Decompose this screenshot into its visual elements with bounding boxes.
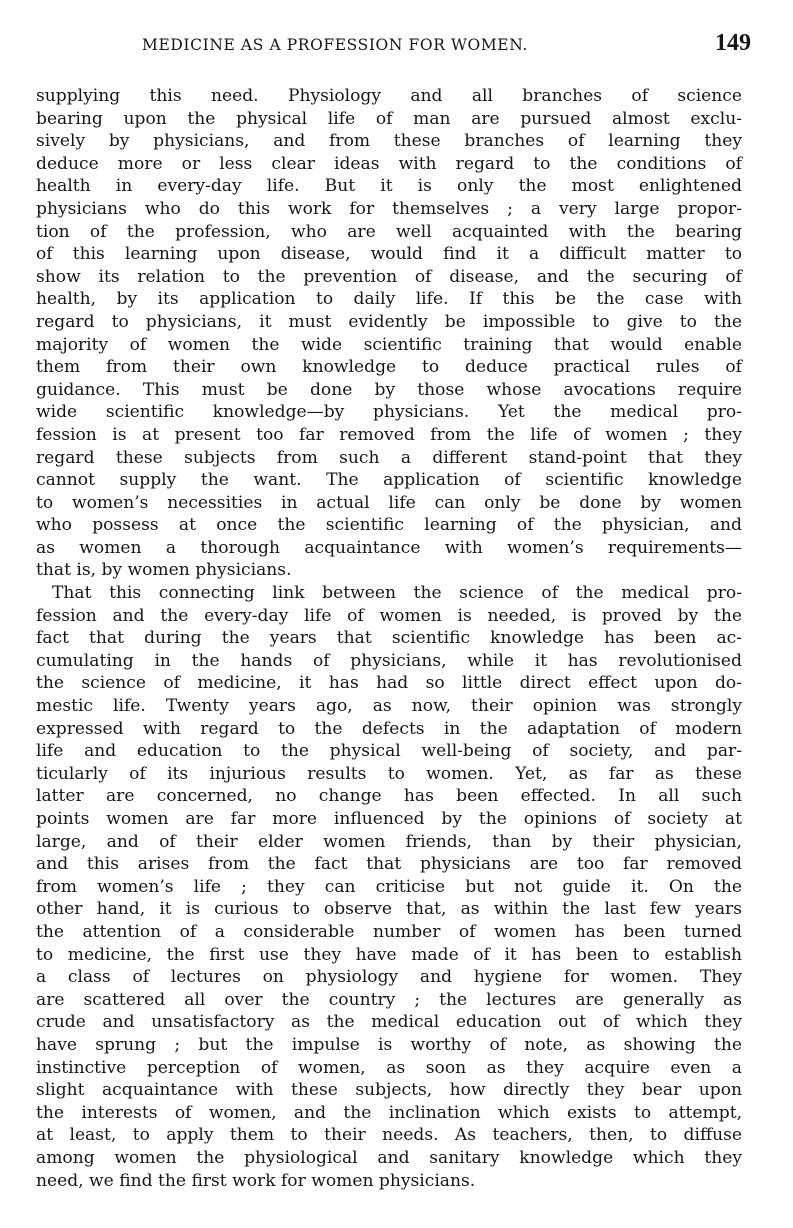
text-line: crude and unsatisfactory as the medical education out of which they [36, 1012, 742, 1033]
text-line: a class of lectures on physiology and hygiene for women. They [36, 967, 742, 988]
text-line: ticularly of its injurious results to women. Yet, as far as these [36, 763, 742, 784]
text-line: them from their own knowledge to deduce practical rules of [36, 357, 742, 378]
text-line: the science of medicine, it has had so little direct effect upon do- [36, 673, 742, 694]
text-line: as women a thorough acquaintance with women’s requirements— [36, 537, 742, 558]
text-line: slight acquaintance with these subjects, how directly they bear upon [36, 1080, 742, 1101]
text-line: wide scientific knowledge—by physicians. Yet the medical pro- [36, 402, 742, 423]
text-line: latter are concerned, no change has been effected. In all such [36, 786, 742, 807]
text-line: and this arises from the fact that physicians are too far removed [36, 854, 742, 875]
text-line: bearing upon the physical life of man are pursued almost exclu- [36, 108, 742, 129]
text-line: are scattered all over the country ; the lectures are generally as [36, 989, 742, 1010]
text-line: points women are far more influenced by the opinions of society at [36, 809, 742, 829]
text-line: from women’s life ; they can criticise but not guide it. On the [36, 876, 742, 897]
text-line: regard these subjects from such a different stand-point that they [36, 447, 742, 468]
text-line: instinctive perception of women, as soon as they acquire even a [36, 1057, 742, 1078]
text-line: regard to physicians, it must evidently be impossible to give to the [36, 311, 742, 332]
text-line: among women the physiological and sanitary knowledge which they [36, 1147, 742, 1168]
page-header [36, 30, 751, 60]
text-line: the attention of a considerable number of women has been turned [36, 921, 742, 942]
text-line: deduce more or less clear ideas with regard to the conditions of [36, 153, 742, 174]
text-line: the interests of women, and the inclination which exists to attempt, [36, 1102, 742, 1123]
text-line: majority of women the wide scientific training that would enable [36, 334, 742, 355]
paragraph-end-line: need, we find the first work for women physicians. [36, 1170, 476, 1191]
text-line: fact that during the years that scientific knowledge has been ac- [36, 628, 742, 649]
text-line: life and education to the physical well-being of society, and par- [36, 741, 742, 762]
text-line: mestic life. Twenty years ago, as now, their opinion was strongly [36, 696, 742, 717]
text-line: at least, to apply them to their needs. As teachers, then, to diffuse [36, 1125, 742, 1146]
text-line: have sprung ; but the impulse is worthy of note, as showing the [36, 1034, 742, 1055]
text-line: health, by its application to daily life. If this be the case with [36, 289, 742, 310]
text-line: fession is at present too far removed from the life of women ; they [36, 424, 742, 445]
text-line: tion of the profession, who are well acquainted with the bearing [36, 221, 742, 242]
body-text [36, 85, 742, 1192]
text-line: fession and the every-day life of women is needed, is proved by the [36, 605, 742, 626]
text-line: who possess at once the scientific learning of the physician, and [36, 515, 742, 536]
page-number: 149 [715, 30, 751, 56]
text-line: show its relation to the prevention of disease, and the securing of [36, 266, 742, 287]
paragraph-start-line: That this connecting link between the science of the medical pro- [52, 583, 742, 604]
text-line: other hand, it is curious to observe that, as within the last few years [36, 899, 742, 920]
text-line: cannot supply the want. The application of scientific knowledge [36, 470, 742, 491]
text-line: to women’s necessities in actual life can only be done by women [36, 492, 742, 513]
text-line: physicians who do this work for themselves ; a very large propor- [36, 198, 742, 219]
paragraph-end-line: that is, by women physicians. [36, 560, 292, 581]
text-line: large, and of their elder women friends, than by their physician, [36, 831, 742, 852]
text-line: of this learning upon disease, would find it a difficult matter to [36, 244, 742, 265]
text-line: cumulating in the hands of physicians, while it has revolutionised [36, 650, 742, 671]
text-line: supplying this need. Physiology and all branches of science [36, 86, 742, 106]
text-line: health in every-day life. But it is only the most enlightened [36, 176, 742, 197]
text-line: guidance. This must be done by those whose avocations require [36, 379, 742, 400]
running-title: MEDICINE AS A PROFESSION FOR WOMEN. [142, 36, 528, 54]
text-line: expressed with regard to the defects in the adaptation of modern [36, 718, 742, 739]
text-line: to medicine, the first use they have made of it has been to establish [36, 944, 742, 965]
text-line: sively by physicians, and from these branches of learning they [36, 131, 742, 152]
